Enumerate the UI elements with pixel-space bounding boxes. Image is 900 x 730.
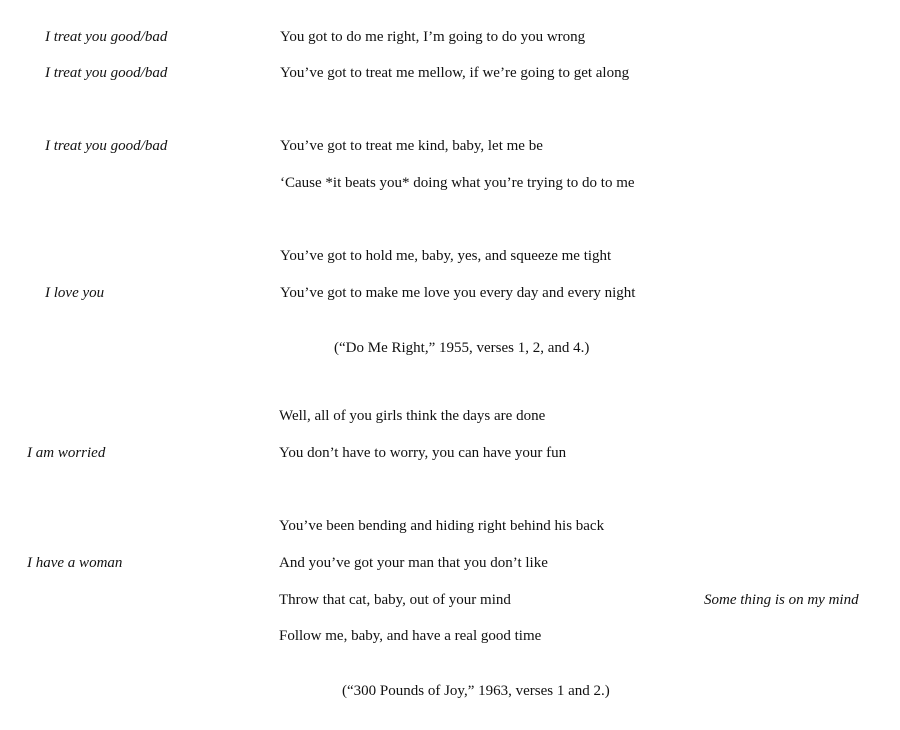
gloss-line: I treat you good/bad <box>45 138 168 154</box>
lyric-line: You’ve got to make me love you every day and every night <box>280 285 636 301</box>
lyric-line: You don’t have to worry, you can have your fun <box>279 445 567 461</box>
lyric-line: You’ve got to treat me kind, baby, let me be <box>280 138 543 154</box>
lyric-line: ‘Cause *it beats you* doing what you’re trying to do to me <box>280 175 635 191</box>
lyric-line: You’ve got to hold me, baby, yes, and squeeze me tight <box>280 248 612 264</box>
gloss-line: I treat you good/bad <box>45 65 168 81</box>
song-citation: (“Do Me Right,” 1955, verses 1, 2, and 4.) <box>334 340 590 356</box>
lyric-line: And you’ve got your man that you don’t like <box>279 555 548 571</box>
lyric-line: Follow me, baby, and have a real good time <box>279 628 542 644</box>
gloss-line: Some thing is on my mind <box>704 592 859 608</box>
gloss-line: I treat you good/bad <box>45 29 168 45</box>
lyric-line: You’ve been bending and hiding right behind his back <box>279 518 605 534</box>
gloss-line: I love you <box>45 285 105 301</box>
gloss-line: I am worried <box>27 445 106 461</box>
lyric-line: Well, all of you girls think the days are done <box>279 408 546 424</box>
lyric-line: You’ve got to treat me mellow, if we’re going to get along <box>280 65 630 81</box>
gloss-line: I have a woman <box>27 555 123 571</box>
song-citation: (“300 Pounds of Joy,” 1963, verses 1 and 2.) <box>342 683 610 699</box>
lyric-line: Throw that cat, baby, out of your mind <box>279 592 511 608</box>
lyric-line: You got to do me right, I’m going to do you wrong <box>280 29 586 45</box>
